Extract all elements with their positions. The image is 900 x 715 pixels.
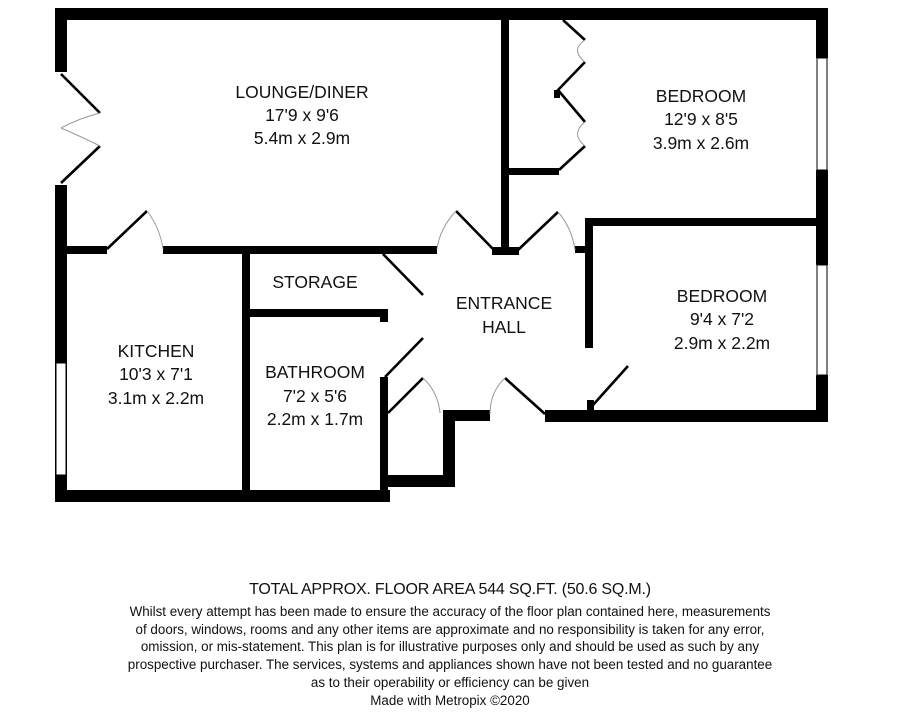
room-name: LOUNGE/DINER [235, 82, 369, 102]
room-name: KITCHEN [117, 341, 195, 361]
room-kitchen [108, 341, 204, 408]
room-name: BATHROOM [265, 362, 365, 382]
room-lounge-diner [235, 82, 368, 148]
room-entrance-hall [456, 293, 552, 337]
room-size-imperial: 7'2 x 5'6 [282, 386, 348, 406]
room-name: STORAGE [272, 272, 358, 292]
room-size-metric: 2.2m x 1.7m [266, 409, 364, 429]
room-bedroom-1 [653, 86, 749, 153]
disclaimer-line: Whilst every attempt has been made to ensure the accuracy of the floor plan contained here, measurements [129, 604, 771, 619]
room-size-imperial: 10'3 x 7'1 [119, 364, 193, 384]
room-name-line2: HALL [482, 317, 526, 337]
disclaimer [0, 603, 900, 709]
room-size-metric: 5.4m x 2.9m [253, 128, 351, 148]
room-size-imperial: 12'9 x 8'5 [664, 109, 738, 129]
room-name-line1: ENTRANCE [455, 293, 553, 313]
bedroom2-window [817, 265, 827, 375]
walls [55, 8, 828, 502]
room-size-metric: 2.9m x 2.2m [673, 333, 771, 353]
disclaimer-line: as to their operability or efficiency can be given [310, 674, 590, 690]
room-bathroom [265, 362, 365, 429]
room-size-imperial: 17'9 x 9'6 [265, 105, 339, 125]
credit: Made with Metropix ©2020 [370, 692, 530, 708]
room-name: BEDROOM [655, 86, 747, 106]
disclaimer-line: prospective purchaser. The services, systems and appliances shown have not been tested and no guarantee [127, 657, 773, 673]
bedroom1-window [817, 58, 827, 170]
room-size-imperial: 9'4 x 7'2 [689, 309, 755, 329]
disclaimer-line: of doors, windows, rooms and any other items are approximate and no responsibility is taken for any error, [135, 621, 765, 637]
room-size-metric: 3.1m x 2.2m [107, 388, 205, 408]
room-size-metric: 3.9m x 2.6m [652, 133, 750, 153]
room-storage [272, 272, 357, 292]
disclaimer-line: omission, or mis-statement. This plan is for illustrative purposes only and should be used as such by any [140, 639, 760, 655]
room-bedroom-2 [674, 286, 770, 353]
room-name: BEDROOM [676, 286, 768, 306]
total-floor-area: TOTAL APPROX. FLOOR AREA 544 SQ.FT. (50.6 SQ.M.) [249, 581, 651, 598]
kitchen-window [56, 363, 66, 475]
